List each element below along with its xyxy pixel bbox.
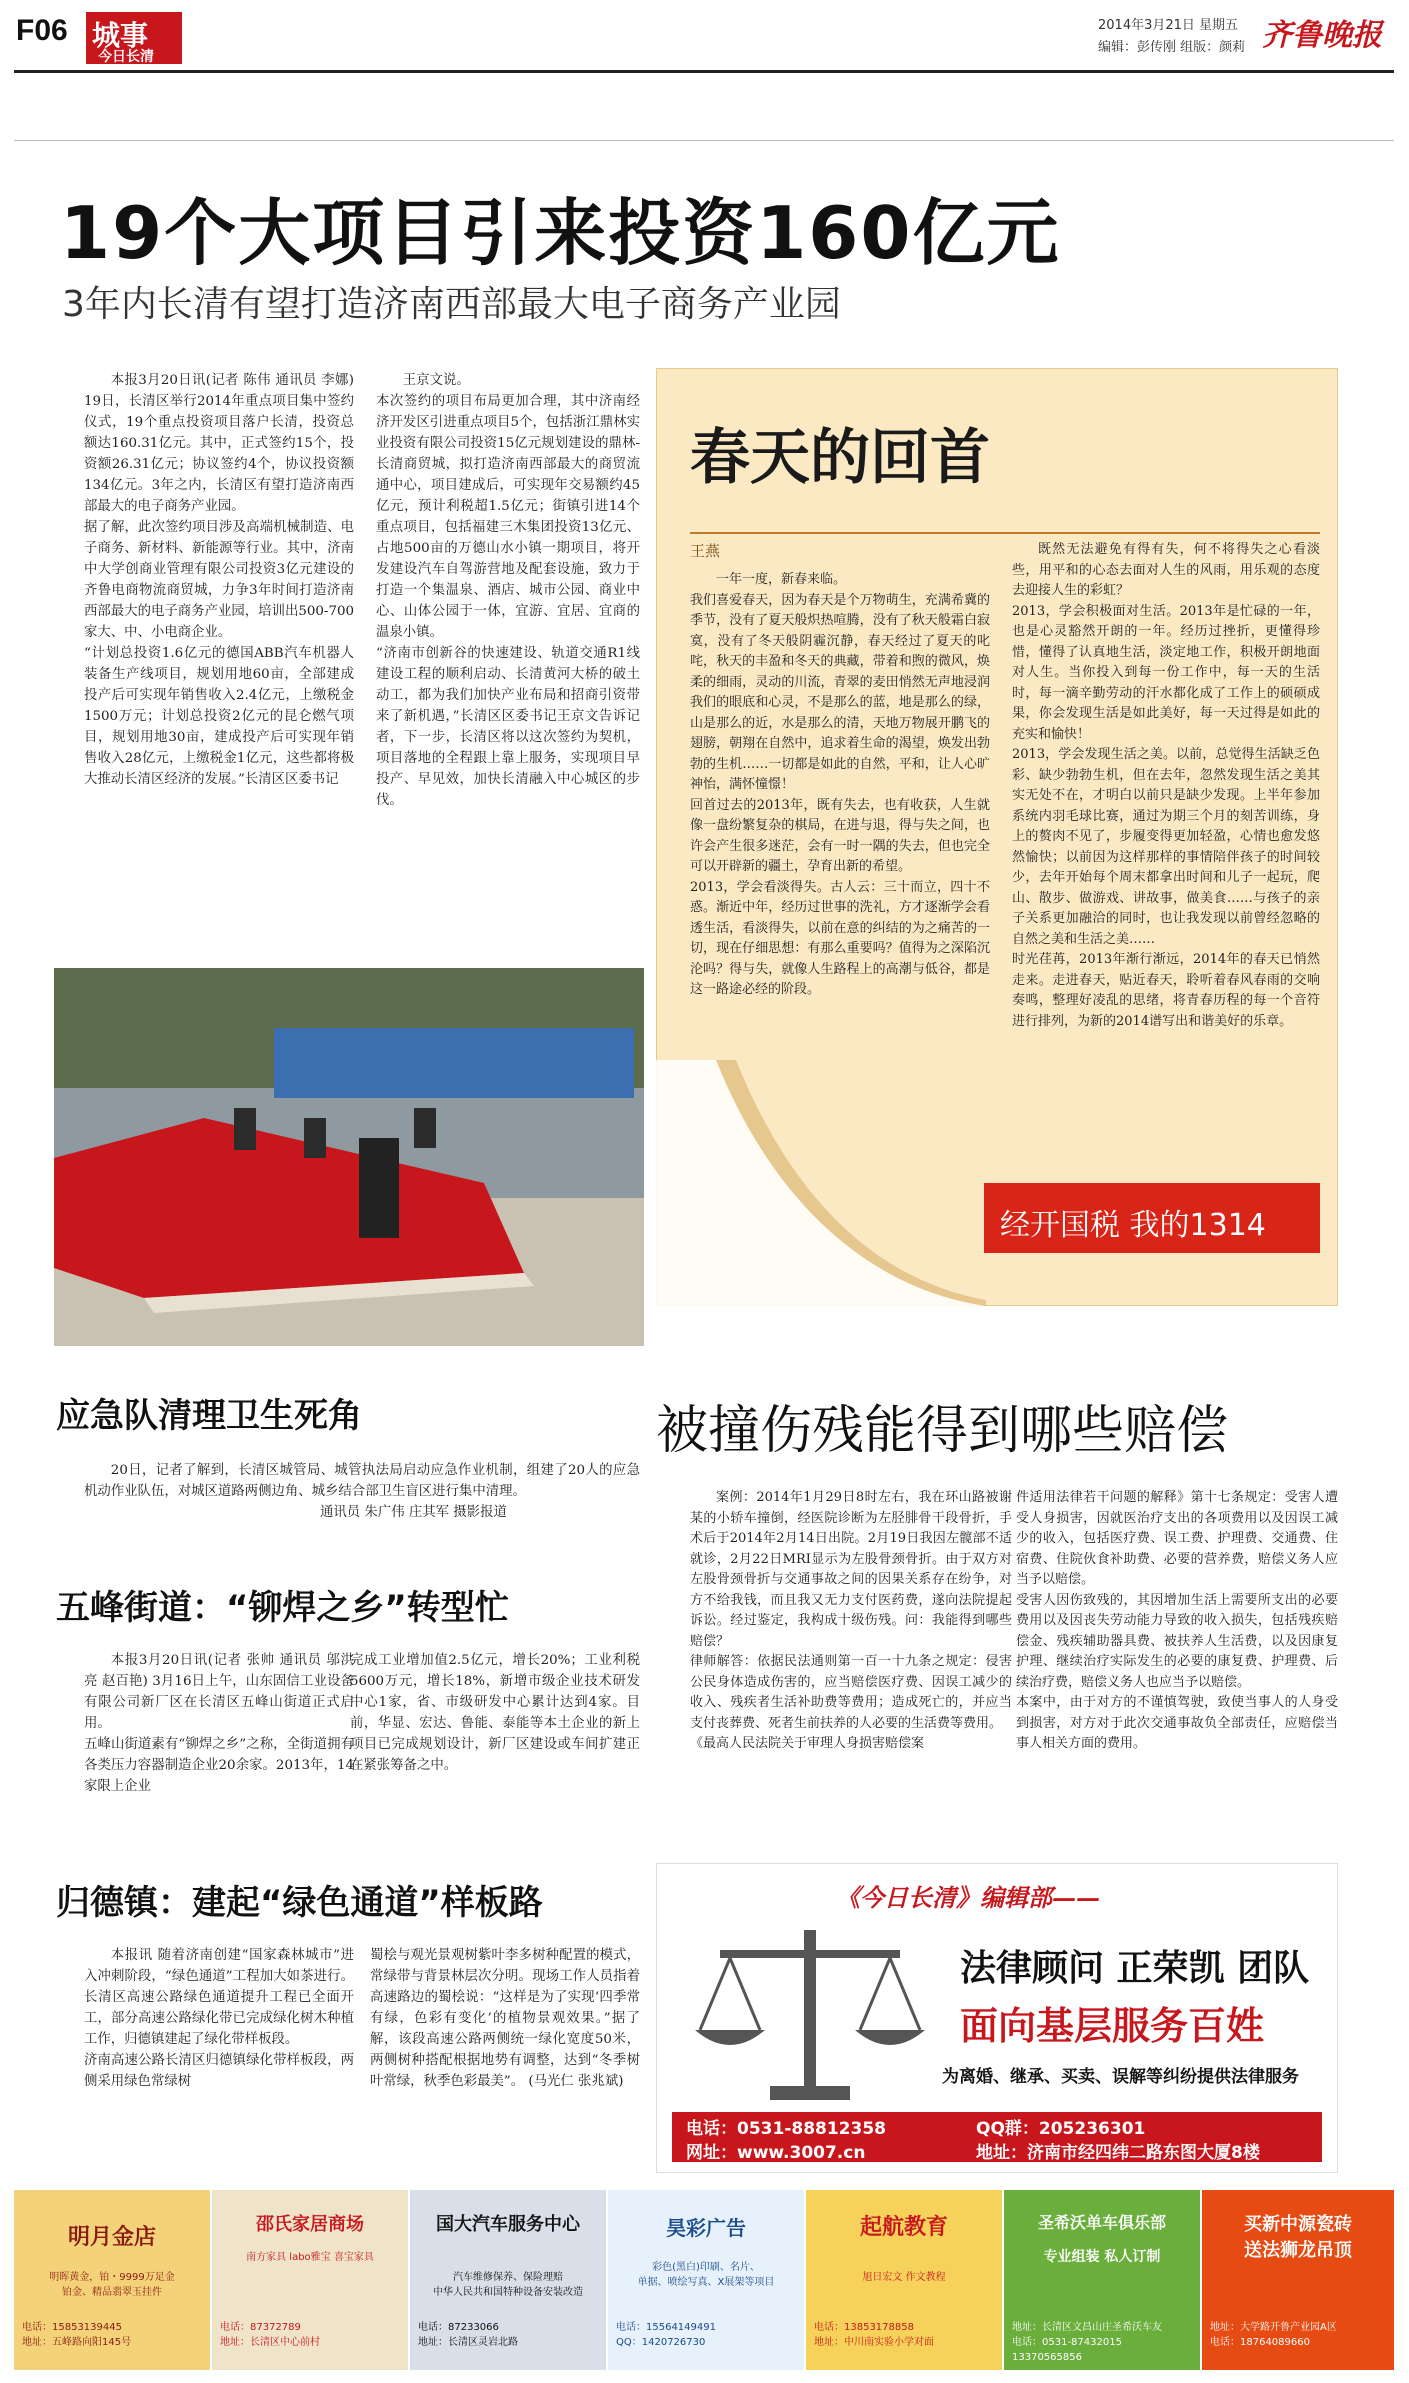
feature-title-rule — [690, 532, 1320, 534]
footer-ad-1-subtitle: 明晖黄金，铂・9999万足金 铂金、精品翡翠玉挂件 — [49, 2272, 175, 2298]
wufeng-story-column-2: 完成工业增加值2.5亿元，增长20%；工业利税5600万元，增长18%，新增市级企业技术研发中心1家，省、市级研发中心累计达到4家。目前，华显、宏达、鲁能、泰能等本土企业的新上项目已完成规划设计，新厂区建设或车间扩建正在紧张筹备之中。 — [350, 1653, 640, 1773]
wufeng-story-column-1: 本报3月20日讯(记者 张帅 通讯员 邬洪亮 赵百艳) 3月16日上午，山东固信工业设备有限公司新厂区在长清区五峰山街道正式启用。 五峰山街道素有“铆焊之乡”之称，全街道拥有各类压力容器制造企业20余家。2013年，14家限上企业 — [84, 1653, 354, 1794]
wufeng-story-title: 五峰街道：“铆焊之乡”转型忙 — [56, 1588, 509, 1628]
footer-ad-1-title: 明月金店 — [67, 2225, 156, 2250]
footer-ad-3-contact: 电话：87233066 地址：长清区灵岩北路 — [418, 2322, 518, 2348]
page-curl-graphic — [656, 1060, 986, 1306]
issue-date: 2014年3月21日 星期五 — [1098, 18, 1239, 33]
footer-ad-5-subtitle: 旭日宏文 作文教程 — [862, 2272, 946, 2283]
feature-text-left: 一年一度，新春来临。 我们喜爱春天，因为春天是个万物萌生，充满希冀的季节，没有了夏天般炽热喧腾，没有了秋天般霜白寂寞，没有了冬天般阴霾沉静，春天经过了夏天的叱咤，秋天的丰盈和冬天的典藏，带着和煦的微风，焕柔的细雨，灵动的川流，青翠的麦田悄然无声地浸润我们的眼底和心灵，不是那么的蓝，地是那么的绿，山是那么的近，水是那么的清，天地万物展开鹏飞的翅膀，朝翔在自然中，追求着生命的渴望，焕发出勃勃的生机……一切都是如此的自然，平和，让人心旷神怡，满怀憧憬！ 回首过去的2013年，既有失去，也有收获，人生就像一盘纷繁复杂的棋局，在进与退，得与失之间，也许会产生很多迷茫，会有一时一隅的失去，但也完全可以开辟新的疆土，孕育出新的希望。 2013，学会看淡得失。古人云：三十而立，四十不惑。渐近中年，经历过世事的洗礼，方才逐渐学会看透生活，看淡得失，以前在意的纠结的为之痛苦的一切，现在仔细思想：有那么重要吗？值得为之深陷沉沦吗？得与失，就像人生路程上的高潮与低谷，都是这一路途必经的阶段。 — [690, 572, 990, 997]
footer-ad-1 — [14, 2190, 210, 2370]
scales-of-justice-icon — [680, 1910, 940, 2110]
footer-ad-2-title: 邵氏家居商场 — [256, 2214, 364, 2235]
footer-ad-4-subtitle: 彩色(黑白)印刷、名片、 单据、喷绘写真、X展架等项目 — [637, 2262, 775, 2288]
footer-ad-4 — [608, 2190, 804, 2370]
header-divider — [14, 70, 1394, 73]
injury-story-column-2: 件适用法律若干问题的解释》第十七条规定：受害人遭受人身损害，因就医治疗支出的各项费用以及因误工减少的收入，包括医疗费、误工费、护理费、交通费、住宿费、住院伙食补助费、必要的营养费，赔偿义务人应当予以赔偿。 受害人因伤致残的，其因增加生活上需要所支出的必要费用以及因丧失劳动能力导致的收入损失，包括残疾赔偿金、残疾辅助器具费、被扶养人生活费，以及因康复护理、继续治疗实际发生的必要的康复费、护理费、后续治疗费，赔偿义务人也应当予以赔偿。 本案中，由于对方的不谨慎驾驶，致使当事人的人身受到损害，对方对于此次交通事故负全部责任，应赔偿当事人相关方面的费用。 — [1016, 1490, 1338, 1751]
cleanup-story-credit: 通讯员 朱广伟 庄其军 摄影报道 — [320, 1505, 507, 1520]
injury-story-column-1: 案例：2014年1月29日8时左右，我在环山路被谢某的小轿车撞倒，经医院诊断为左胫腓骨干段骨折，手术后于2014年2月14日出院。2月19日我因左髋部不适就诊，2月22日MRI显示为左股骨颈骨折。由于双方对左股骨颈骨折与交通事故之间的因果关系存在纷争，对方不给我钱，而且我又无力支付医药费，遂向法院提起诉讼。经过鉴定，我构成十级伤残。问：我能得到哪些赔偿？ 律师解答：依据民法通则第一百一十九条之规定：侵害公民身体造成伤害的，应当赔偿医疗费、因误工减少的收入、残疾者生活补助费等费用；造成死亡的，并应当支付丧葬费、死者生前扶养的人必要的生活费等费用。 《最高人民法院关于审理人身损害赔偿案 — [690, 1490, 1012, 1751]
legal-ad-phone: 电话：0531-88812358 — [686, 2119, 886, 2139]
feature-title: 春天的回首 — [690, 423, 990, 493]
section-name: 城事 — [92, 19, 149, 52]
legal-ad-heading: 《今日长清》编辑部—— — [836, 1883, 1100, 1912]
footer-ad-5 — [806, 2190, 1002, 2370]
footer-ad-2 — [212, 2190, 408, 2370]
footer-ad-7 — [1202, 2190, 1394, 2370]
legal-ad-website: 网址：www.3007.cn — [686, 2143, 866, 2163]
page-number: F06 — [16, 14, 68, 47]
footer-ad-5-contact: 电话：13853178858 地址：中川南实验小学对面 — [814, 2322, 934, 2348]
guide-story-title: 归德镇：建起“绿色通道”样板路 — [56, 1883, 543, 1923]
cleanup-photo — [54, 968, 644, 1346]
header-thin-divider — [14, 140, 1394, 141]
feature-author: 王燕 — [690, 542, 721, 560]
main-subheadline: 3年内长清有望打造济南西部最大电子商务产业园 — [62, 284, 841, 325]
main-story-column-1: 本报3月20日讯(记者 陈伟 通讯员 李娜) 19日，长清区举行2014年重点项目集中签约仪式，19个重点投资项目落户长清，投资总额达160.31亿元。其中，正式签约15个，投资额26.31亿元；协议签约4个，协议投资额134亿元。3年之内，长清区有望打造济南西部最大的电子商务产业园。 据了解，此次签约项目涉及高端机械制造、电子商务、新材料、新能源等行业。其中，济南中大学创商业管理有限公司投资3亿元建设的齐鲁电商物流商贸城，力争3年时间打造济南西部最大的电子商务产业园，培训出500-700家大、中、小电商企业。 “计划总投资1.6亿元的德国ABB汽车机器人装备生产线项目，规划用地60亩，全部建成投产后可实现年销售收入2.4亿元，上缴税金1500万元；计划总投资2亿元的昆仑燃气项目，规划用地30亩，建成投产后可实现年销售收入28亿元，上缴税金1亿元，这些都将极大推动长清区经济的发展。”长清区区委书记 — [84, 373, 354, 787]
cleanup-story-title: 应急队清理卫生死角 — [56, 1396, 362, 1436]
footer-ad-6-subtitle: 专业组装 私人订制 — [1043, 2249, 1161, 2265]
main-headline: 19个大项目引来投资160亿元 — [60, 191, 1061, 275]
footer-ad-3-title: 国大汽车服务中心 — [436, 2214, 580, 2235]
footer-ad-6-title: 圣希沃单车俱乐部 — [1037, 2213, 1166, 2232]
footer-ad-7-title: 买新中源瓷砖 送法狮龙吊顶 — [1244, 2214, 1352, 2261]
footer-ad-4-contact: 电话：15564149491 QQ：1420726730 — [616, 2322, 716, 2348]
footer-ad-5-title: 起航教育 — [859, 2215, 948, 2240]
footer-ad-4-title: 昊彩广告 — [666, 2216, 746, 2240]
main-story-column-2: 王京文说。 本次签约的项目布局更加合理，其中济南经济开发区引进重点项目5个，包括浙江鼎林实业投资有限公司投资15亿元规划建设的鼎林-长清商贸城，拟打造济南西部最大的商贸流通中心，项目建成后，可实现年交易额约45亿元，预计利税超1.5亿元；街镇引进14个重点项目，包括福建三木集团投资13亿元、占地500亩的万德山水小镇一期项目，将开发建设汽车自驾游营地及配套设施，致力于打造一个集温泉、酒店、城市公园、商业中心、山体公园于一体，宜游、宜居、宜商的温泉小镇。 “济南市创新谷的快速建设、轨道交通R1线建设工程的顺利启动、长清黄河大桥的破土动工，都为我们加快产业布局和招商引资带来了新机遇，”长清区区委书记王京文告诉记者，下一步，长清区将以这次签约为契机，项目落地的全程跟上靠上服务，实现项目早投产、早见效，加快长清融入中心城区的步伐。 — [376, 373, 640, 808]
newspaper-logo: 齐鲁晚报 — [1262, 18, 1382, 53]
legal-ad-team: 法律顾问 正荣凯 团队 — [960, 1948, 1310, 1989]
guide-story-column-1: 本报讯 随着济南创建“国家森林城市”进入冲刺阶段，“绿色通道”工程加大如茶进行。长清区高速公路绿色通道提升工程已全面开工，部分高速公路绿化带已完成绿化树木种植工作，归德镇建起了绿化带样板段。 济南高速公路长清区归德镇绿化带样板段，两侧采用绿色常绿树 — [84, 1948, 354, 2089]
legal-ad-slogan: 面向基层服务百姓 — [960, 2004, 1265, 2048]
footer-ad-1-contact: 电话：15853139445 地址：五峰路向阳145号 — [22, 2322, 132, 2348]
footer-ad-3 — [410, 2190, 606, 2370]
legal-ad-services: 为离婚、继承、买卖、误解等纠纷提供法律服务 — [942, 2067, 1299, 2087]
footer-ad-2-contact: 电话：87372789 地址：长清区中心前村 — [220, 2322, 320, 2348]
cleanup-photo-illustration — [54, 968, 644, 1346]
footer-ads-strip — [14, 2190, 1394, 2370]
footer-ad-6 — [1004, 2190, 1200, 2370]
legal-ad-address: 地址：济南市经四纬二路东图大厦8楼 — [976, 2143, 1260, 2163]
feature-text-right: 既然无法避免有得有失，何不将得失之心看淡些，用平和的心态去面对人生的风雨，用乐观的态度去迎接人生的彩虹？ 2013，学会积极面对生活。2013年是忙碌的一年，也是心灵豁然开朗的一年。经历过挫折，更懂得珍惜，懂得了认真地生活，淡定地工作，积极开朗地面对人生。当你投入到每一份工作中，每一天的生活时，每一滴辛勤劳动的汗水都化成了工作上的硕硕成果，你会发现生活是如此美好，每一天过得是如此的充实和愉快！ 2013，学会发现生活之美。以前，总觉得生活缺乏色彩、缺少勃勃生机，但在去年，忽然发现生活之美其实无处不在，才明白以前只是缺少发现。上半年参加系统内羽毛球比赛，通过为期三个月的刻苦训练，身上的赘肉不见了，步履变得更加轻盈，心情也愈发悠然愉快；以前因为这样那样的事情陪伴孩子的时间较少，去年开始每个周末都拿出时间和儿子一起玩，爬山、散步、做游戏、讲故事，做美食……与孩子的亲子关系更加融洽的同时，也让我发现以前曾经忽略的自然之美和生活之美…… 时光荏苒，2013年渐行渐远，2014年的春天已悄然走来。走进春天，贴近春天，聆听着春风春雨的交响奏鸣，整理好凌乱的思绪，将青春历程的每一个音符进行排列，为新的2014谱写出和谐美好的乐章。 — [1012, 542, 1320, 1029]
footer-ad-7-contact: 地址：大学路开鲁产业园A区 电话：18764089660 — [1210, 2322, 1337, 2348]
injury-story-title: 被撞伤残能得到哪些赔偿 — [656, 1401, 1229, 1461]
cleanup-story-caption: 20日，记者了解到，长清区城管局、城管执法局启动应急作业机制，组建了20人的应急机动作业队伍，对城区道路两侧边角、城乡结合部卫生盲区进行集中清理。 — [84, 1463, 640, 1499]
footer-ad-6-contact: 地址：长清区文昌山庄圣希沃车友 电话：0531-87432015 13370565856 — [1012, 2322, 1162, 2363]
footer-ad-3-subtitle: 汽车维修保养、保险理赔 中华人民共和国特种设备安装改造 — [433, 2272, 583, 2298]
editor-credits: 编辑：彭传刚 组版：颜莉 — [1098, 40, 1246, 55]
legal-ad-qq: QQ群：205236301 — [976, 2119, 1146, 2139]
footer-ad-2-subtitle: 南方家具 labo雅宝 喜宝家具 — [246, 2252, 374, 2263]
guide-story-column-2: 蜀桧与观光景观树紫叶李多树种配置的模式，常绿带与背景林层次分明。现场工作人员指着高速路边的蜀桧说：“这样是为了实现‘四季常有绿，色彩有变化’的植物景观效果。”据了解，该段高速公路两侧统一绿化宽度50米，两侧树种搭配根据地势有调整，达到“冬季树叶常绿，秋季色彩最美”。 (马光仁 张兆斌) — [370, 1948, 640, 2089]
section-subname: 今日长清 — [98, 49, 154, 65]
tax-ad-text: 经开国税 我的1314 — [1000, 1208, 1266, 1243]
